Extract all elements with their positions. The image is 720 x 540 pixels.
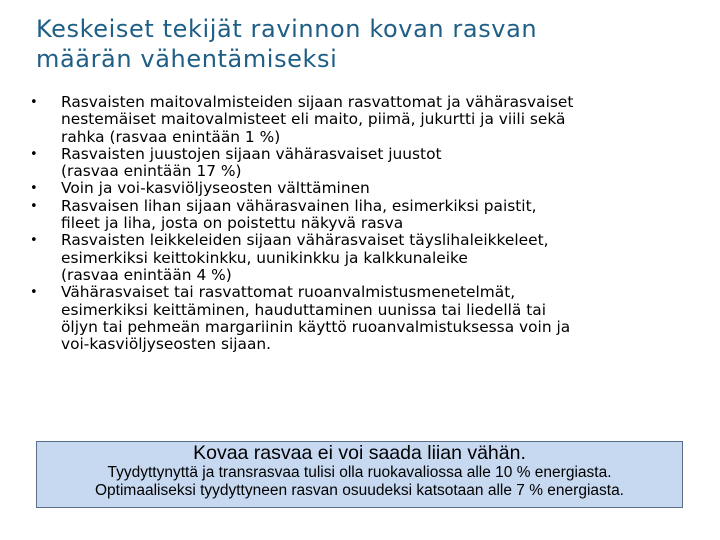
bullet-item-low-fat-dairy <box>30 94 690 146</box>
bullet-text-line: Rasvaisten maitovalmisteiden sijaan rasvattomat ja vähärasvaiset <box>61 93 574 111</box>
bullet-item-lean-meat <box>30 198 690 233</box>
callout-heading: Kovaa rasvaa ei voi saada liian vähän. <box>193 442 526 464</box>
bullet-text-line: esimerkiksi keittäminen, hauduttaminen uunissa tai liedellä tai <box>61 300 546 319</box>
bullet-item-lean-cold-cuts <box>30 232 690 284</box>
bullet-text-line: Voin ja voi-kasviöljyseosten välttäminen <box>61 179 370 198</box>
bullet-text-line: (rasvaa enintään 4 %) <box>61 265 232 284</box>
bullet-text-line: fileet ja liha, josta on poistettu näkyvä rasva <box>61 214 404 233</box>
bullet-text-line: Rasvaisten leikkeleiden sijaan vähärasvaiset täyslihaleikkeleet, <box>61 231 549 250</box>
callout-text-line: Tyydyttynyttä ja transrasvaa tulisi olla ruokavaliossa alle 10 % energiasta. <box>107 464 612 481</box>
callout-box <box>36 441 683 508</box>
bullet-text-line: (rasvaa enintään 17 %) <box>61 162 242 181</box>
bullet-text-line: Rasvaisen lihan sijaan vähärasvainen liha, esimerkiksi paistit, <box>61 196 537 215</box>
bullet-marker: • <box>30 181 38 197</box>
bullet-item-low-fat-cheese <box>30 146 690 181</box>
bullet-text-line: Rasvaisten juustojen sijaan vähärasvaiset juustot <box>61 144 442 163</box>
bullet-item-avoid-butter <box>30 180 690 197</box>
bullet-marker: • <box>30 198 38 214</box>
bullet-marker: • <box>30 146 38 162</box>
bullet-marker: • <box>30 95 38 110</box>
slide-title <box>36 14 696 74</box>
callout-text-line: Optimaaliseksi tyydyttyneen rasvan osuudeksi katsotaan alle 7 % energiasta. <box>94 482 624 499</box>
bullet-text-line: öljyn tai pehmeän margariinin käyttö ruoanvalmistuksessa voin ja <box>61 317 571 336</box>
bullet-text-line: esimerkiksi keittokinkku, uunikinkku ja kalkkunaleike <box>61 248 468 267</box>
bullet-text-line: nestemäiset maitovalmisteet eli maito, piimä, jukurtti ja viili sekä <box>61 110 566 129</box>
bullet-marker: • <box>30 233 38 249</box>
slide-title-line: määrän vähentämiseksi <box>36 45 338 73</box>
slide-title-line: Keskeiset tekijät ravinnon kovan rasvan <box>36 15 538 43</box>
bullet-text-line: rahka (rasvaa enintään 1 %) <box>61 127 281 146</box>
bullet-list <box>30 94 690 353</box>
bullet-text-line: voi-kasviöljyseosten sijaan. <box>61 335 272 354</box>
bullet-marker: • <box>30 285 38 301</box>
bullet-text-line: Vähärasvaiset tai rasvattomat ruoanvalmistusmenetelmät, <box>61 283 516 302</box>
bullet-item-cooking-methods <box>30 284 690 353</box>
